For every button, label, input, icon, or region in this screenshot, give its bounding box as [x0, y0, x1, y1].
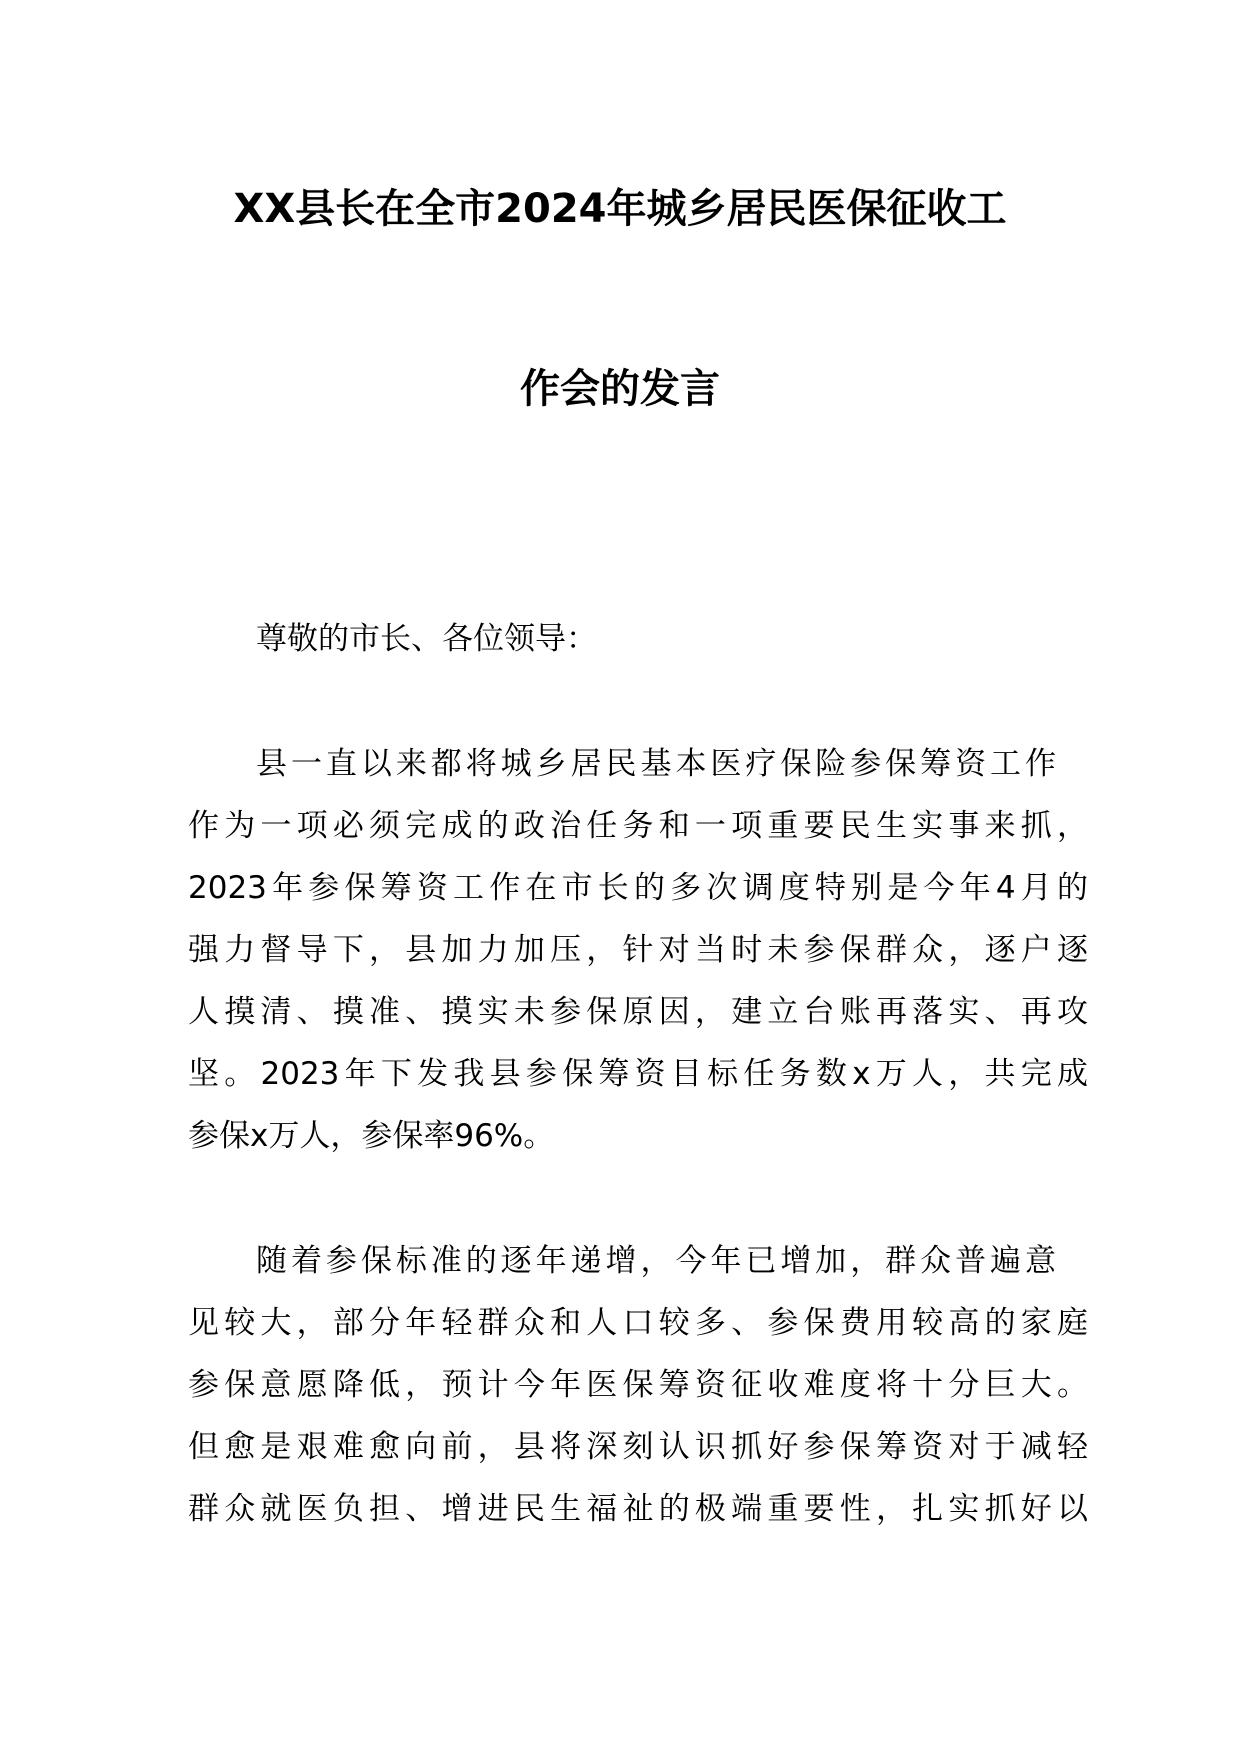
document-title-line-2: 作会的发言 — [520, 366, 720, 412]
greeting: 尊敬的市长、各位领导： — [256, 621, 597, 657]
paragraph-2-line: 见较大，部分年轻群众和人口较多、参保费用较高的家庭 — [188, 1305, 1088, 1341]
paragraph-2-line: 群众就医负担、增进民生福祉的极端重要性，扎实抓好以 — [188, 1491, 1088, 1527]
paragraph-2-line: 但愈是艰难愈向前，县将深刻认识抓好参保筹资对于减轻 — [188, 1429, 1088, 1465]
document-title-line-1: XX县长在全市2024年城乡居民医保征收工 — [233, 186, 1007, 232]
paragraph-1-line: 坚。2023年下发我县参保筹资目标任务数x万人，共完成 — [188, 1056, 1088, 1092]
paragraph-1-line: 强力督导下，县加力加压，针对当时未参保群众，逐户逐 — [188, 932, 1088, 968]
paragraph-1-line: 人摸清、摸准、摸实未参保原因，建立台账再落实、再攻 — [188, 994, 1088, 1030]
paragraph-1-line: 2023年参保筹资工作在市长的多次调度特别是今年4月的 — [188, 870, 1088, 906]
paragraph-1-line: 参保x万人，参保率96%。 — [188, 1118, 555, 1154]
paragraph-2-line: 随着参保标准的逐年递增，今年已增加，群众普遍意 — [256, 1243, 1056, 1279]
paragraph-1-line: 作为一项必须完成的政治任务和一项重要民生实事来抓， — [188, 808, 1088, 844]
paragraph-2-line: 参保意愿降低，预计今年医保筹资征收难度将十分巨大。 — [188, 1367, 1088, 1403]
paragraph-1-line: 县一直以来都将城乡居民基本医疗保险参保筹资工作 — [256, 746, 1056, 782]
